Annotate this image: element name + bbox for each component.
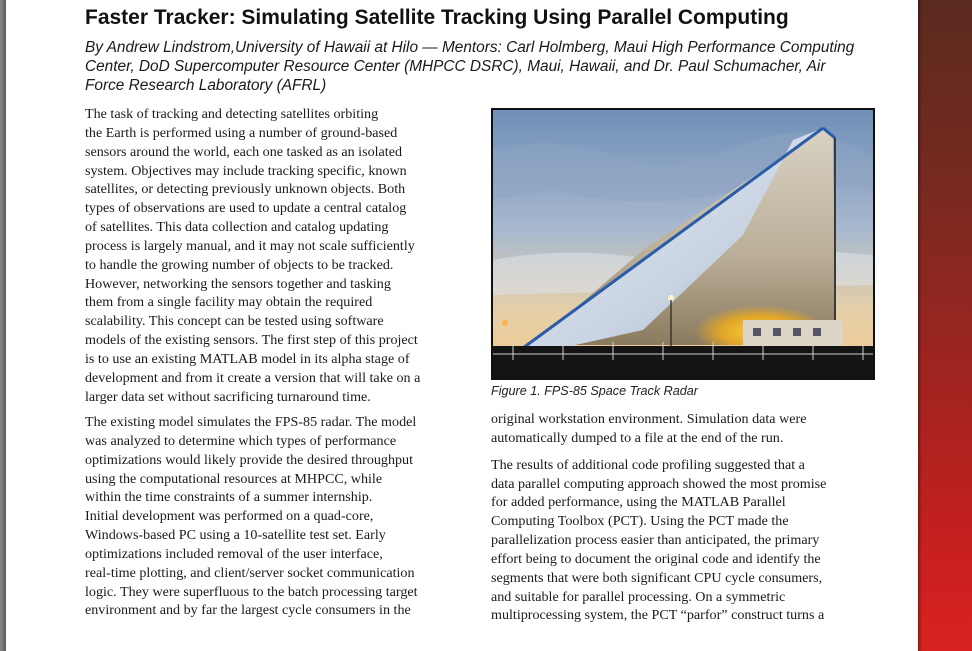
text-line: models of the existing sensors. The first step of this project bbox=[85, 332, 418, 349]
text-line: The task of tracking and detecting satellites orbiting bbox=[85, 106, 379, 122]
text-line: them from a single facility may obtain the required bbox=[85, 294, 373, 311]
paragraph-gap bbox=[491, 448, 883, 456]
text-line: types of observations are used to update a central catalog bbox=[85, 200, 407, 217]
text-line: development and from it create a version that will take on a bbox=[85, 369, 421, 386]
text-line: system. Objectives may include tracking specific, known bbox=[85, 162, 407, 179]
text-line: using the computational resources at MHPCC, while bbox=[85, 470, 383, 487]
text-line: Windows-based PC using a 10-satellite test set. Early bbox=[85, 527, 386, 544]
byline-line: By Andrew Lindstrom,University of Hawaii at Hilo — Mentors: Carl Holmberg, Maui High Performance Computing bbox=[85, 39, 855, 56]
text-line: process is largely manual, and it may not scale sufficiently bbox=[85, 237, 415, 254]
text-line: of satellites. This data collection and catalog updating bbox=[85, 219, 389, 236]
figure-fps85-radar-photo bbox=[491, 108, 875, 380]
text-line: The results of additional code profiling suggested that a bbox=[491, 456, 805, 473]
side-band-shadow bbox=[918, 0, 922, 651]
text-line: effort being to document the original code and identify the bbox=[491, 550, 821, 567]
text-line: segments that were both significant CPU cycle consumers, bbox=[491, 569, 823, 586]
text-line: and suitable for parallel processing. On a symmetric bbox=[491, 588, 786, 605]
text-line: was analyzed to determine which types of performance bbox=[85, 432, 397, 449]
text-line: logic. They were superfluous to the batch processing target bbox=[85, 583, 418, 600]
text-line: for added performance, using the MATLAB Parallel bbox=[491, 494, 786, 511]
byline-line: Center, DoD Supercomputer Resource Center (MHPCC DSRC), Maui, Hawaii, and Dr. Paul Schumacher, Air bbox=[85, 58, 826, 75]
text-line: optimizations included removal of the user interface, bbox=[85, 545, 383, 562]
text-line: data parallel computing approach showed the most promise bbox=[491, 475, 827, 492]
text-line: Initial development was performed on a quad-core, bbox=[85, 508, 374, 525]
text-line: is to use an existing MATLAB model in its alpha stage of bbox=[85, 350, 410, 367]
text-line: larger data set without sacrificing turnaround time. bbox=[85, 388, 371, 405]
byline-line: Force Research Laboratory (AFRL) bbox=[85, 77, 327, 94]
text-line: Computing Toolbox (PCT). Using the PCT made the bbox=[491, 513, 789, 530]
left-column-paragraph-2 bbox=[85, 413, 477, 620]
text-line: within the time constraints of a summer internship. bbox=[85, 489, 373, 506]
text-line: original workstation environment. Simulation data were bbox=[491, 411, 807, 427]
text-line: the Earth is performed using a number of ground-based bbox=[85, 124, 398, 141]
text-line: However, networking the sensors together and tasking bbox=[85, 275, 391, 292]
article-title: Faster Tracker: Simulating Satellite Tracking Using Parallel Computing bbox=[85, 6, 789, 29]
text-line: environment and by far the largest cycle consumers in the bbox=[85, 602, 411, 619]
decorative-side-band bbox=[918, 0, 972, 651]
article-byline bbox=[85, 38, 875, 95]
left-column-paragraph-1 bbox=[85, 105, 477, 407]
text-line: to handle the growing number of objects to be tracked. bbox=[85, 256, 394, 273]
text-line: parallelization process easier than anticipated, the primary bbox=[491, 532, 820, 549]
figure-caption: Figure 1. FPS-85 Space Track Radar bbox=[491, 384, 698, 398]
text-line: optimizations would likely provide the desired throughput bbox=[85, 451, 414, 468]
text-line: sensors around the world, each one tasked as an isolated bbox=[85, 143, 403, 160]
text-line: scalability. This concept can be tested using software bbox=[85, 313, 384, 330]
text-line: The existing model simulates the FPS-85 radar. The model bbox=[85, 414, 417, 430]
right-column-text bbox=[491, 410, 883, 625]
radar-photo-illustration bbox=[493, 110, 873, 378]
text-line: real-time plotting, and client/server socket communication bbox=[85, 564, 415, 581]
text-line: satellites, or detecting previously unknown objects. Both bbox=[85, 181, 406, 198]
text-line: automatically dumped to a file at the end of the run. bbox=[491, 429, 784, 446]
text-line: multiprocessing system, the PCT “parfor” construct turns a bbox=[491, 607, 825, 624]
